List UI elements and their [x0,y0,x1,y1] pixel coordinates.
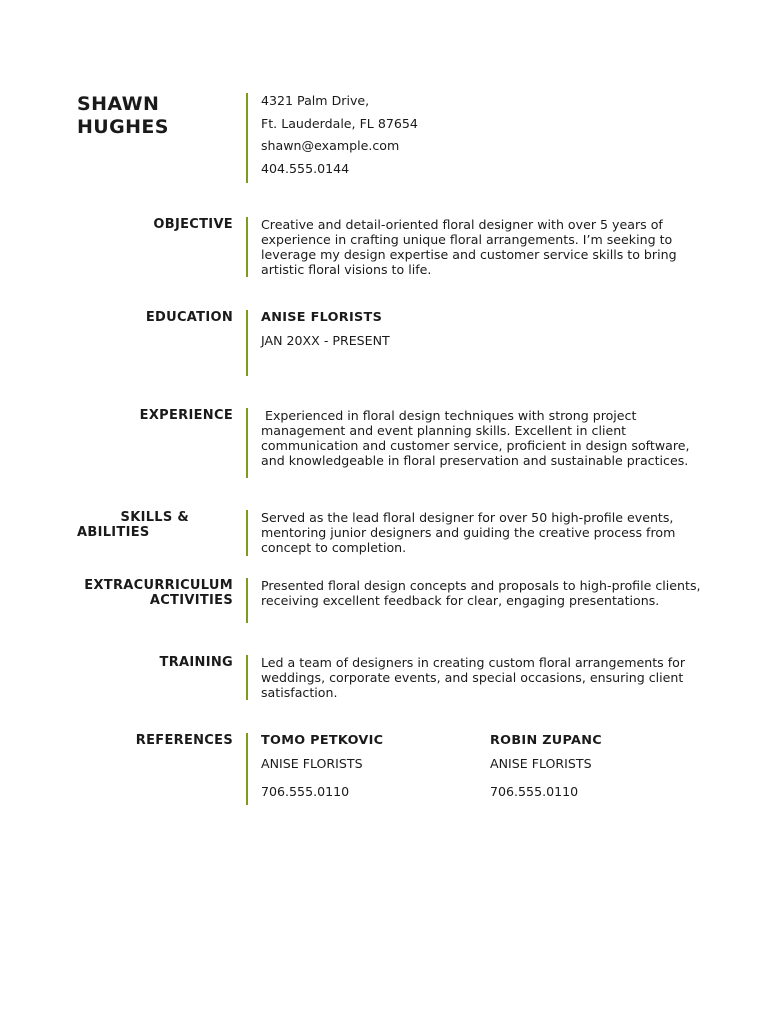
training-text: Led a team of designers in creating custom floral arrangements for weddings, corporate events, and special occasions, ensuring client satisfaction. [261,655,686,700]
references-rule [246,733,248,805]
education-school: ANISE FLORISTS [261,310,383,325]
skills-label [77,510,233,540]
reference-phone: 706.555.0110 [490,784,579,799]
extracurricular-rule [246,578,248,623]
education-label: EDUCATION [145,310,233,325]
objective-text: Creative and detail-oriented floral designer with over 5 years of experience in crafting unique floral arrangements. I’m seeking to leverage my design expertise and customer service skills to bring artistic floral visions to life. [261,217,677,277]
experience-text: Experienced in floral design techniques with strong project management and event planning skills. Excellent in client communication and customer service, proficient in design software, and knowledgeable in floral preservation and sustainable practices. [261,408,694,468]
training-label: TRAINING [159,655,233,670]
extracurricular-label-line-1: EXTRACURRICULUM [84,578,233,593]
reference-name: ROBIN ZUPANC [490,733,602,748]
references-label: REFERENCES [135,733,233,748]
skills-label-line-2: ABILITIES [77,525,150,540]
extracurricular-label [70,578,233,608]
education-rule [246,310,248,376]
contact-rule [246,93,248,183]
phone-text: 404.555.0144 [261,161,350,176]
extracurricular-label-line-2: ACTIVITIES [149,593,233,608]
reference-phone: 706.555.0110 [261,784,350,799]
skills-label-line-1: SKILLS & [120,510,189,525]
reference-company: ANISE FLORISTS [261,756,363,771]
extracurricular-text: Presented floral design concepts and proposals to high-profile clients, receiving excellent feedback for clear, engaging presentations. [261,578,701,608]
education-dates: JAN 20XX - PRESENT [261,333,390,348]
address-line-2: Ft. Lauderdale, FL 87654 [261,116,418,131]
first-name: SHAWN [77,93,160,115]
skills-rule [246,510,248,556]
objective-rule [246,217,248,277]
candidate-name [77,93,237,139]
objective-label: OBJECTIVE [153,217,233,232]
reference-company: ANISE FLORISTS [490,756,592,771]
experience-label: EXPERIENCE [139,408,233,423]
experience-rule [246,408,248,478]
address-line-1: 4321 Palm Drive, [261,93,370,108]
skills-text: Served as the lead floral designer for over 50 high-profile events, mentoring junior designers and guiding the creative process from concept to completion. [261,510,676,555]
last-name: HUGHES [77,116,169,138]
reference-name: TOMO PETKOVIC [261,733,384,748]
email-text: shawn@example.com [261,138,400,153]
training-rule [246,655,248,700]
